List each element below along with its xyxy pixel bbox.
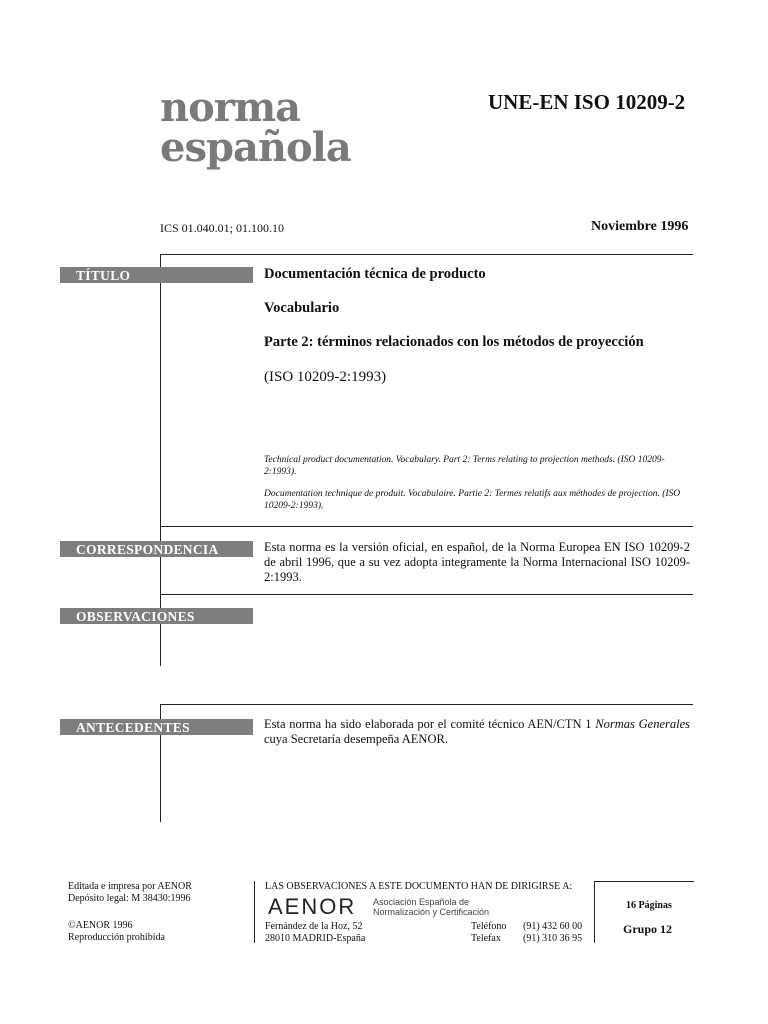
french-title: Documentation technique de produit. Vocabulaire. Partie 2: Termes relatifs aux méthodes de projection. (ISO 10209-2:1993). (264, 489, 681, 511)
divider-vertical-top (160, 254, 161, 666)
antecedentes-text-before: Esta norma ha sido elaborada por el comité técnico AEN/CTN 1 (264, 717, 596, 731)
footer-box-top (594, 881, 694, 882)
price-group: Grupo 12 (623, 922, 673, 936)
footer-observations-header: LAS OBSERVACIONES A ESTE DOCUMENTO HAN DE DIRIGIRSE A: (265, 881, 573, 892)
title-line-1: Documentación técnica de producto (264, 266, 486, 282)
ics-code: ICS 01.040.01; 01.100.10 (160, 221, 285, 235)
logo-espanola: española (160, 124, 351, 171)
footer-deposito: Depósito legal: M 38430:1996 (68, 893, 191, 904)
logo-norma: norma (160, 84, 301, 131)
footer-edited: Editada e impresa por AENOR (68, 881, 192, 892)
label-correspondencia: CORRESPONDENCIA (60, 541, 253, 557)
rule-correspondencia (160, 526, 693, 527)
footer-tel-label: Teléfono (471, 921, 507, 932)
antecedentes-committee-name: Normas Generales (595, 717, 691, 731)
footer-reproduccion: Reproducción prohibida (68, 932, 165, 943)
label-titulo: TÍTULO (60, 267, 253, 283)
label-observaciones: OBSERVACIONES (60, 608, 253, 624)
aenor-logo-text: AENOR (268, 894, 357, 919)
rule-antecedentes (160, 704, 693, 705)
title-line-2: Vocabulario (264, 300, 340, 316)
label-antecedentes: ANTECEDENTES (60, 719, 253, 735)
antecedentes-text-after: cuya Secretaría desempeña AENOR. (264, 732, 448, 746)
page-count: 16 Páginas (626, 900, 672, 911)
footer-address-2: 28010 MADRID-España (265, 933, 366, 944)
rule-observaciones (160, 594, 693, 595)
footer-tel-value: (91) 432 60 00 (523, 921, 583, 932)
footer-copyright: ©AENOR 1996 (68, 920, 133, 931)
footer-address-1: Fernández de la Hoz, 52 (265, 921, 363, 932)
footer-divider-right (594, 881, 595, 943)
aenor-subtitle-1: Asociación Española de (373, 897, 470, 907)
english-title: Technical product documentation. Vocabulary. Part 2: Terms relating to projection methods. (ISO 10209-2:1993). (264, 455, 665, 477)
standard-code: UNE-EN ISO 10209-2 (488, 90, 686, 114)
antecedentes-text (264, 717, 690, 747)
footer-fax-value: (91) 310 36 95 (523, 933, 583, 944)
footer-fax-label: Telefax (471, 933, 501, 944)
rule-titulo (160, 254, 693, 255)
title-line-3: Parte 2: términos relacionados con los métodos de proyección (264, 334, 644, 350)
title-iso-ref: (ISO 10209-2:1993) (264, 369, 387, 385)
aenor-subtitle-2: Normalización y Certificación (373, 907, 490, 917)
footer-divider-left (254, 881, 255, 943)
correspondencia-text: Esta norma es la versión oficial, en español, de la Norma Europea EN ISO 10209-2 de abril 1996, que a su vez adopta integramente la Norma Internacional ISO 10209-2:1993. (264, 540, 690, 584)
publication-date: Noviembre 1996 (591, 219, 689, 234)
